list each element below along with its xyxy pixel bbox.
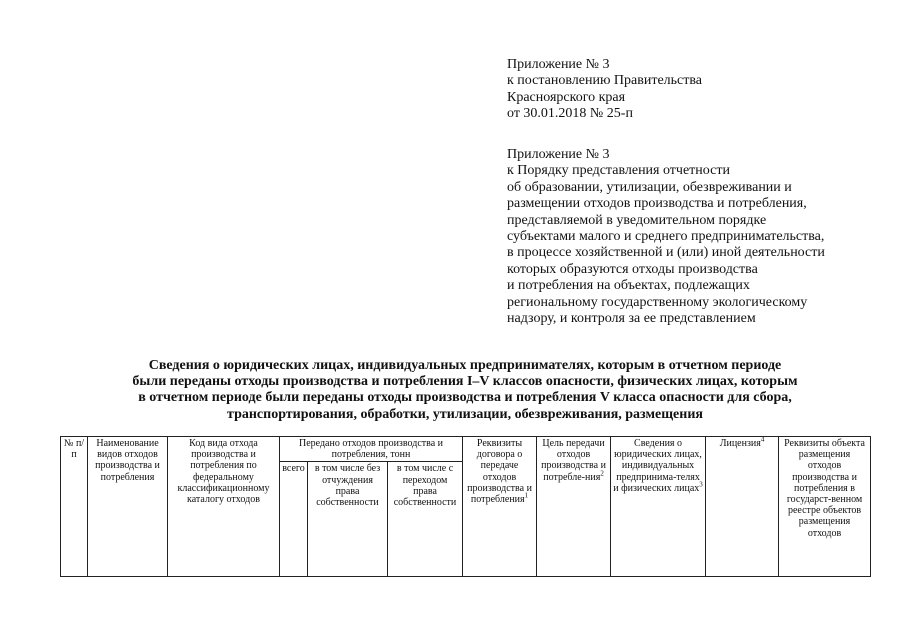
appendix-line: и потребления на объектах, подлежащих bbox=[507, 278, 750, 294]
footnote-mark: 1 bbox=[524, 491, 529, 500]
header-contract-label: Реквизиты договора о передаче отходов производства и потребления bbox=[467, 438, 532, 506]
appendix-line: в процессе хозяйственной и (или) иной деятельности bbox=[507, 245, 825, 261]
subheader-with-ownership: в том числе с переходом права собственности bbox=[388, 462, 463, 577]
title-line: в отчетном периоде были переданы отходы производства и потребления V класса опасности для сбора, bbox=[138, 390, 792, 406]
header-disposal-object: Реквизиты объекта размещения отходов производства и потребления в государст-венном реестре объектов размещения отходов bbox=[779, 437, 871, 577]
footnote-mark: 4 bbox=[760, 436, 765, 444]
appendix-line: Красноярского края bbox=[507, 89, 626, 105]
header-transferred: Передано отходов производства и потребления, тонн bbox=[280, 437, 463, 462]
appendix-line: Приложение № 3 bbox=[507, 147, 610, 162]
header-waste-name: Наименование видов отходов производства и потребления bbox=[88, 437, 168, 577]
table-header-row bbox=[61, 437, 871, 462]
appendix-line: к Порядку представления отчетности bbox=[507, 163, 730, 179]
report-table bbox=[60, 436, 871, 577]
subheader-no-ownership: в том числе без отчуждения права собственности bbox=[308, 462, 388, 577]
appendix-line: субъектами малого и среднего предпринимательства, bbox=[507, 229, 825, 245]
title-line: были переданы отходы производства и потребления I–V классов опасности, физических лицах, которым bbox=[132, 374, 798, 390]
appendix-line: которых образуются отходы производства bbox=[507, 261, 758, 277]
appendix-line: размещении отходов производства и потребления, bbox=[507, 196, 807, 212]
appendix-line: от 30.01.2018 № 25-п bbox=[507, 106, 633, 122]
appendix-line: надзору, и контроля за ее представлением bbox=[507, 311, 756, 327]
footnote-mark: 3 bbox=[699, 480, 703, 489]
title-line: транспортирования, обработки, утилизации, обезвреживания, размещения bbox=[227, 406, 703, 422]
header-recipient-info-label: Сведения о юридических лицах, индивидуальных предпринима-телях и физических лицах bbox=[613, 438, 702, 494]
title-line: Сведения о юридических лицах, индивидуальных предпринимателях, которым в отчетном периоде bbox=[148, 358, 782, 373]
header-waste-code: Код вида отхода производства и потребления по федеральному классификационному каталогу отходов bbox=[168, 437, 280, 577]
appendix-header-resolution bbox=[507, 57, 702, 123]
header-num: № п/п bbox=[61, 437, 88, 577]
appendix-line: представляемой в уведомительном порядке bbox=[507, 212, 767, 228]
appendix-line: региональному государственному экологическому bbox=[507, 294, 808, 310]
header-purpose-label: Цель передачи отходов производства и потребле-ния bbox=[541, 438, 606, 483]
header-contract bbox=[463, 437, 537, 577]
header-recipient-info bbox=[611, 437, 706, 577]
document-title bbox=[60, 358, 870, 423]
header-license-label: Лицензия bbox=[719, 438, 761, 449]
appendix-line: Приложение № 3 bbox=[507, 57, 610, 72]
footnote-mark: 2 bbox=[600, 469, 604, 478]
subheader-total: всего bbox=[280, 462, 308, 577]
appendix-line: к постановлению Правительства bbox=[507, 73, 703, 89]
header-license bbox=[706, 437, 779, 577]
appendix-line: об образовании, утилизации, обезвреживании и bbox=[507, 179, 792, 195]
header-purpose bbox=[537, 437, 611, 577]
appendix-header-procedure bbox=[507, 147, 825, 327]
